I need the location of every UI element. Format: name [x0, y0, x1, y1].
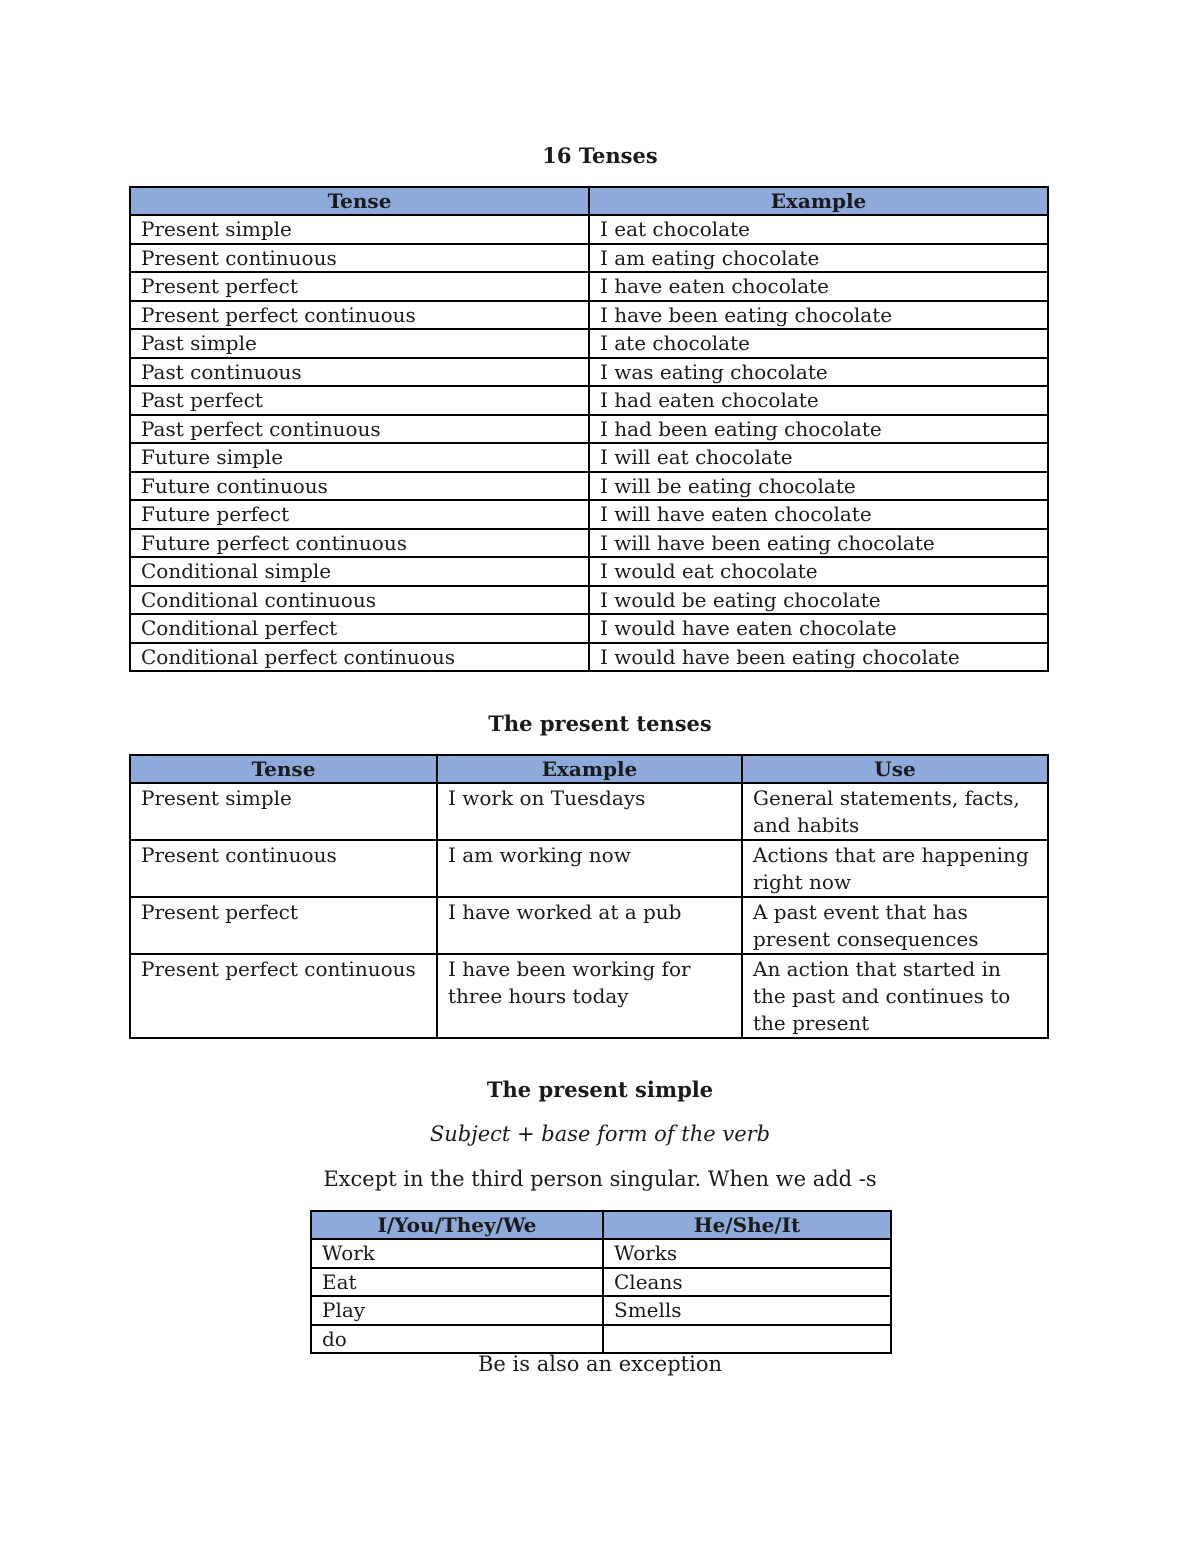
example-cell: I was eating chocolate: [589, 358, 1048, 387]
base-form-cell: Work: [311, 1239, 603, 1268]
tense-cell: Conditional perfect continuous: [130, 643, 589, 672]
table-row: [130, 897, 1048, 954]
table-row: [130, 472, 1048, 501]
present-tenses-table: [129, 754, 1049, 1039]
tense-cell: Present simple: [130, 215, 589, 244]
third-person-cell: Smells: [603, 1296, 891, 1325]
table-row: [130, 329, 1048, 358]
tense-cell: Past continuous: [130, 358, 589, 387]
base-form-cell: do: [311, 1325, 603, 1354]
table-row: [130, 557, 1048, 586]
third-person-cell: Works: [603, 1239, 891, 1268]
example-cell: I eat chocolate: [589, 215, 1048, 244]
tense-cell: Past perfect continuous: [130, 415, 589, 444]
third-person-cell: Cleans: [603, 1268, 891, 1297]
table-row: [130, 614, 1048, 643]
example-cell: I would be eating chocolate: [589, 586, 1048, 615]
tense-cell: Past perfect: [130, 386, 589, 415]
table-row: [130, 386, 1048, 415]
tense-cell: Future perfect: [130, 500, 589, 529]
table-row: [130, 783, 1048, 840]
title-present-tenses: The present tenses: [488, 711, 712, 736]
table-row: [130, 643, 1048, 672]
table-header-row: [130, 187, 1048, 215]
tense-cell: Conditional simple: [130, 557, 589, 586]
example-cell: I will have been eating chocolate: [589, 529, 1048, 558]
example-cell: I am working now: [437, 840, 742, 897]
table-row: [130, 272, 1048, 301]
header-he-she-it: He/She/It: [603, 1211, 891, 1239]
tense-cell: Conditional perfect: [130, 614, 589, 643]
tense-cell: Past simple: [130, 329, 589, 358]
use-cell: Actions that are happening right now: [742, 840, 1048, 897]
example-cell: I would eat chocolate: [589, 557, 1048, 586]
use-cell: An action that started in the past and continues to the present: [742, 954, 1048, 1038]
example-cell: I had eaten chocolate: [589, 386, 1048, 415]
table-row: [130, 415, 1048, 444]
table-row: [130, 954, 1048, 1038]
header-tense: Tense: [130, 755, 437, 783]
footer-note: Be is also an exception: [478, 1352, 722, 1376]
title-present-simple: The present simple: [486, 1077, 714, 1102]
example-cell: I had been eating chocolate: [589, 415, 1048, 444]
table-row: [130, 358, 1048, 387]
exception-note: Except in the third person singular. When we add -s: [323, 1167, 877, 1191]
table-row: [130, 529, 1048, 558]
header-i-you-they-we: I/You/They/We: [311, 1211, 603, 1239]
table-row: [130, 840, 1048, 897]
table-row: [130, 244, 1048, 273]
table-row: [311, 1268, 891, 1297]
table-row: [311, 1325, 891, 1354]
tense-cell: Present perfect: [130, 897, 437, 954]
header-example: Example: [437, 755, 742, 783]
header-tense: Tense: [130, 187, 589, 215]
base-form-cell: Eat: [311, 1268, 603, 1297]
table-row: [130, 443, 1048, 472]
example-cell: I am eating chocolate: [589, 244, 1048, 273]
table-header-row: [311, 1211, 891, 1239]
example-cell: I have worked at a pub: [437, 897, 742, 954]
use-cell: General statements, facts, and habits: [742, 783, 1048, 840]
table-row: [130, 301, 1048, 330]
conjugation-table: [310, 1210, 892, 1354]
tense-cell: Future perfect continuous: [130, 529, 589, 558]
tense-cell: Future continuous: [130, 472, 589, 501]
tenses-table: [129, 186, 1049, 672]
tense-cell: Present simple: [130, 783, 437, 840]
table-row: [130, 586, 1048, 615]
example-cell: I ate chocolate: [589, 329, 1048, 358]
example-cell: I will be eating chocolate: [589, 472, 1048, 501]
example-cell: I will have eaten chocolate: [589, 500, 1048, 529]
tense-cell: Present perfect continuous: [130, 954, 437, 1038]
example-cell: I would have been eating chocolate: [589, 643, 1048, 672]
formula-text: Subject + base form of the verb: [429, 1122, 771, 1146]
example-cell: I work on Tuesdays: [437, 783, 742, 840]
example-cell: I will eat chocolate: [589, 443, 1048, 472]
base-form-cell: Play: [311, 1296, 603, 1325]
tense-cell: Future simple: [130, 443, 589, 472]
table-header-row: [130, 755, 1048, 783]
header-use: Use: [742, 755, 1048, 783]
table-row: [130, 500, 1048, 529]
example-cell: I have been working for three hours today: [437, 954, 742, 1038]
example-cell: I have been eating chocolate: [589, 301, 1048, 330]
title-16-tenses: 16 Tenses: [542, 143, 658, 168]
tense-cell: Present perfect: [130, 272, 589, 301]
tense-cell: Present perfect continuous: [130, 301, 589, 330]
tense-cell: Present continuous: [130, 840, 437, 897]
third-person-cell: [603, 1325, 891, 1354]
example-cell: I would have eaten chocolate: [589, 614, 1048, 643]
header-example: Example: [589, 187, 1048, 215]
table-row: [311, 1296, 891, 1325]
tense-cell: Conditional continuous: [130, 586, 589, 615]
example-cell: I have eaten chocolate: [589, 272, 1048, 301]
use-cell: A past event that has present consequences: [742, 897, 1048, 954]
table-row: [311, 1239, 891, 1268]
table-row: [130, 215, 1048, 244]
tense-cell: Present continuous: [130, 244, 589, 273]
